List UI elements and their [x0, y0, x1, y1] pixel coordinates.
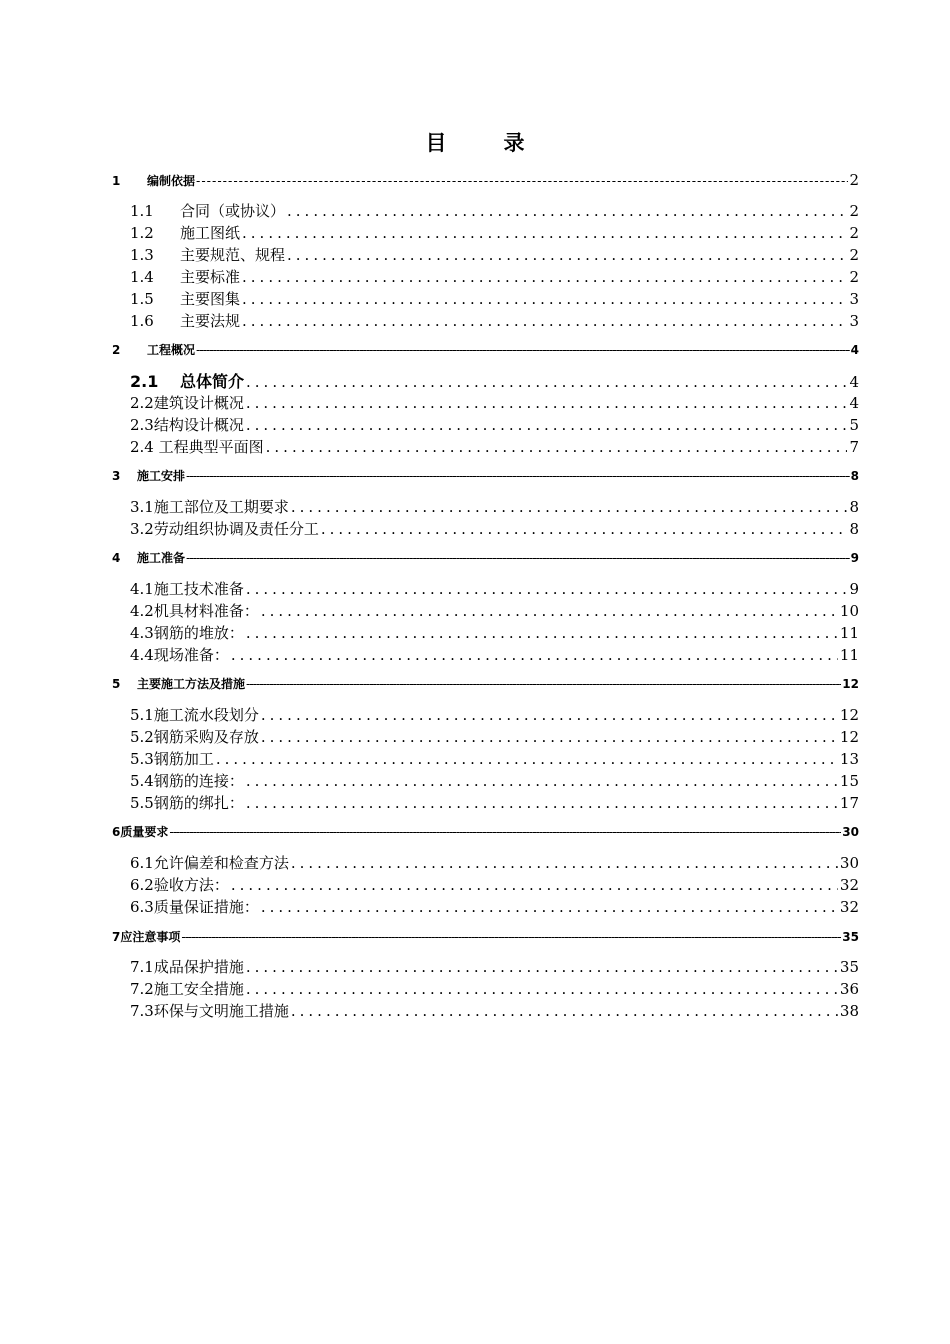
toc-page: 2: [849, 171, 859, 189]
toc-entry-5-3[interactable]: [130, 748, 859, 770]
toc-number: 4.1: [130, 580, 154, 598]
toc-entry-3-2[interactable]: [130, 518, 859, 540]
toc-page: 15: [839, 772, 859, 790]
toc-leader: [261, 728, 838, 746]
toc-page: 7: [849, 438, 859, 456]
toc-text: 施工图纸: [180, 224, 241, 242]
toc-leader: [231, 876, 838, 894]
page-title: 目 录: [425, 130, 543, 155]
toc-number: 6.3: [130, 898, 154, 916]
toc-number: 4.3: [130, 624, 154, 642]
toc-number: 7.2: [130, 980, 154, 998]
toc-text: 工程概况: [147, 343, 196, 357]
toc-page: 38: [839, 1002, 859, 1020]
toc-page: 17: [839, 794, 859, 812]
toc-text: 工程典型平面图: [153, 438, 264, 456]
toc-page: 4: [849, 394, 859, 412]
toc-page: 35: [842, 930, 859, 944]
toc-entry-2-4[interactable]: [130, 436, 859, 458]
toc-text: 质量保证措施：: [153, 898, 259, 916]
toc-number: 6.1: [130, 854, 154, 872]
toc-leader: [266, 438, 848, 456]
toc-entry-6-2[interactable]: [130, 874, 859, 896]
toc-number: 5.2: [130, 728, 154, 746]
toc-entry-4-2[interactable]: [130, 600, 859, 622]
toc-entry-5-1[interactable]: [130, 704, 859, 726]
toc-page: 30: [842, 825, 859, 839]
toc-page: 32: [839, 898, 859, 916]
toc-text: 施工准备: [137, 551, 186, 565]
toc-text: 劳动组织协调及责任分工: [153, 520, 319, 538]
toc-page: 9: [849, 580, 859, 598]
toc-number: 3.1: [130, 498, 154, 516]
toc-text: 施工部位及工期要求: [153, 498, 289, 516]
toc-leader: [196, 174, 848, 188]
toc-entry-1-4[interactable]: [130, 266, 859, 288]
toc-leader: [261, 602, 838, 620]
toc-leader: [246, 394, 848, 412]
toc-number: 2.2: [130, 394, 154, 412]
toc-chapter-2[interactable]: [112, 341, 859, 359]
toc-number: 5.4: [130, 772, 154, 790]
toc-leader: [246, 980, 838, 998]
toc-number: 1.4: [130, 268, 154, 286]
toc-text: 施工安全措施: [153, 980, 244, 998]
toc-text: 6质量要求: [112, 825, 169, 839]
toc-entry-4-1[interactable]: [130, 578, 859, 600]
toc-entry-6-1[interactable]: [130, 852, 859, 874]
toc-number: 5.5: [130, 794, 154, 812]
toc-leader: [321, 520, 848, 538]
toc-number: 1.1: [130, 202, 154, 220]
toc-page: 32: [839, 876, 859, 894]
toc-number: 2.4: [130, 438, 154, 456]
toc-page: 3: [849, 290, 859, 308]
toc-leader: [291, 1002, 838, 1020]
toc-number: 2: [112, 343, 121, 357]
toc-entry-5-4[interactable]: [130, 770, 859, 792]
toc-entry-1-6[interactable]: [130, 310, 859, 332]
toc-text: 总体简介: [180, 372, 245, 391]
toc-number: 4.4: [130, 646, 154, 664]
toc-page: 2: [849, 246, 859, 264]
toc-text: 施工流水段划分: [153, 706, 259, 724]
toc-text: 环保与文明施工措施: [153, 1002, 289, 1020]
toc-entry-7-1[interactable]: [130, 956, 859, 978]
toc-page: 12: [842, 677, 859, 691]
toc-number: 1: [112, 174, 121, 188]
toc-entry-4-4[interactable]: [130, 644, 859, 666]
toc-leader: [261, 706, 838, 724]
toc-leader: [287, 246, 847, 264]
toc-text: 合同（或协议）: [180, 202, 286, 220]
toc-text: 机具材料准备：: [153, 602, 259, 620]
toc-chapter-6[interactable]: [112, 823, 859, 841]
toc-leader: [242, 224, 847, 242]
toc-number: 2.3: [130, 416, 154, 434]
toc-entry-2-2[interactable]: [130, 392, 859, 414]
toc-text: 主要图集: [180, 290, 241, 308]
toc-page: 36: [839, 980, 859, 998]
toc-text: 成品保护措施: [153, 958, 244, 976]
toc-page: 2: [849, 202, 859, 220]
toc-leader: [287, 202, 847, 220]
toc-number: 1.3: [130, 246, 154, 264]
toc-text: 编制依据: [147, 174, 196, 188]
toc-leader: [246, 794, 838, 812]
toc-page: 5: [849, 416, 859, 434]
toc-page: 9: [850, 551, 859, 565]
toc-text: 主要法规: [180, 312, 241, 330]
toc-text: 建筑设计概况: [153, 394, 244, 412]
toc-number: 5.1: [130, 706, 154, 724]
toc-number: 6.2: [130, 876, 154, 894]
toc-leader: [246, 624, 838, 642]
toc-entry-5-2[interactable]: [130, 726, 859, 748]
toc-leader: [261, 898, 838, 916]
toc-text: 施工安排: [137, 469, 186, 483]
toc-page: 10: [839, 602, 859, 620]
toc-chapter-1[interactable]: [112, 171, 859, 189]
toc-leader: [246, 416, 848, 434]
toc-leader: [242, 312, 847, 330]
toc-text: 7应注意事项: [112, 930, 181, 944]
toc-leader: [246, 373, 847, 391]
toc-number: 3.2: [130, 520, 154, 538]
toc-number: 4.2: [130, 602, 154, 620]
toc-text: 验收方法：: [153, 876, 229, 894]
toc-text: 钢筋加工: [153, 750, 214, 768]
toc-page: 3: [849, 312, 859, 330]
toc-leader: [242, 268, 847, 286]
toc-text: 施工技术准备: [153, 580, 244, 598]
toc-page: 8: [850, 469, 859, 483]
toc-page: 2: [849, 224, 859, 242]
toc-leader: [169, 825, 841, 839]
toc-page: 12: [839, 728, 859, 746]
toc-text: 钢筋采购及存放: [153, 728, 259, 746]
toc-page: 11: [839, 624, 859, 642]
toc-chapter-5[interactable]: [112, 675, 859, 693]
toc-number: 3: [112, 469, 121, 483]
toc-entry-1-3[interactable]: [130, 244, 859, 266]
toc-page: 35: [839, 958, 859, 976]
toc-text: 钢筋的连接：: [153, 772, 244, 790]
toc-leader: [246, 677, 841, 691]
toc-text: 结构设计概况: [153, 416, 244, 434]
toc-text: 钢筋的绑扎：: [153, 794, 244, 812]
toc-entry-7-2[interactable]: [130, 978, 859, 1000]
toc-text: 主要施工方法及措施: [137, 677, 246, 691]
toc-page: 2: [849, 268, 859, 286]
toc-entry-2-1[interactable]: [130, 369, 859, 391]
toc-page: 13: [839, 750, 859, 768]
toc-page: 8: [849, 520, 859, 538]
toc-leader: [186, 551, 850, 565]
toc-entry-4-3[interactable]: [130, 622, 859, 644]
toc-chapter-3[interactable]: [112, 467, 859, 485]
toc-leader: [246, 772, 838, 790]
toc-text: 主要标准: [180, 268, 241, 286]
toc-number: 5: [112, 677, 121, 691]
toc-entry-1-1[interactable]: [130, 200, 859, 222]
toc-number: 7.3: [130, 1002, 154, 1020]
toc-text: 钢筋的堆放：: [153, 624, 244, 642]
toc-leader: [291, 854, 838, 872]
toc-entry-1-5[interactable]: [130, 288, 859, 310]
toc-text: 现场准备：: [153, 646, 229, 664]
toc-page: 11: [839, 646, 859, 664]
toc-leader: [216, 750, 838, 768]
toc-leader: [246, 958, 838, 976]
toc-leader: [291, 498, 848, 516]
toc-page: 8: [849, 498, 859, 516]
toc-number: 1.5: [130, 290, 154, 308]
toc-text: 主要规范、规程: [180, 246, 286, 264]
toc-leader: [242, 290, 847, 308]
toc-leader: [186, 469, 850, 483]
toc-number: 5.3: [130, 750, 154, 768]
toc-leader: [181, 930, 841, 944]
toc-page: 12: [839, 706, 859, 724]
toc-number: 4: [112, 551, 121, 565]
toc-page: 30: [839, 854, 859, 872]
toc-page: 4: [850, 343, 859, 357]
toc-entry-3-1[interactable]: [130, 496, 859, 518]
toc-chapter-4[interactable]: [112, 549, 859, 567]
toc-entry-5-5[interactable]: [130, 792, 859, 814]
toc-text: 允许偏差和检查方法: [153, 854, 289, 872]
toc-number: 1.6: [130, 312, 154, 330]
toc-chapter-7[interactable]: [112, 928, 859, 946]
toc-entry-1-2[interactable]: [130, 222, 859, 244]
toc-entry-7-3[interactable]: [130, 1000, 859, 1022]
toc-leader: [196, 343, 850, 357]
toc-leader: [231, 646, 838, 664]
toc-leader: [246, 580, 848, 598]
toc-number: 1.2: [130, 224, 154, 242]
toc-entry-6-3[interactable]: [130, 896, 859, 918]
toc-number: 7.1: [130, 958, 154, 976]
toc-entry-2-3[interactable]: [130, 414, 859, 436]
toc-page: 4: [849, 373, 859, 391]
toc-number: 2.1: [130, 372, 159, 391]
